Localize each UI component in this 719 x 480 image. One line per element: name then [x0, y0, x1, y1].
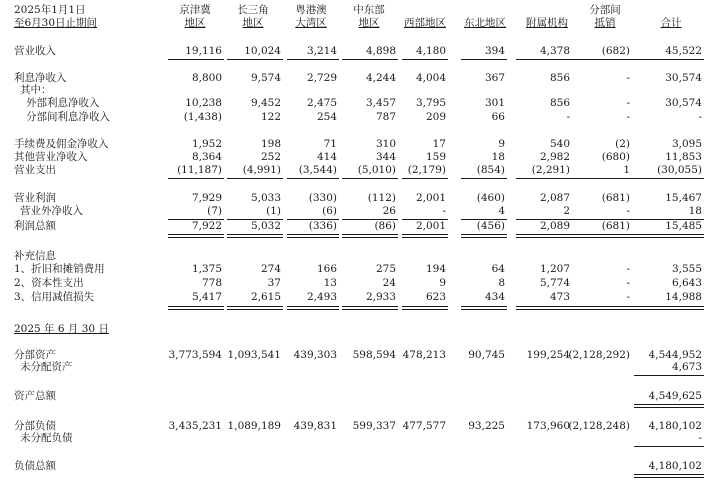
double-underline	[287, 234, 339, 238]
row-cell: 10,024	[244, 45, 281, 57]
row-cell: 5,032	[250, 220, 281, 232]
single-underline	[342, 219, 398, 220]
row-label: 2、资本性支出	[14, 277, 84, 289]
row-label: 营业外净收入	[20, 205, 83, 217]
row-cell: 2,933	[365, 291, 396, 303]
table-row	[0, 45, 719, 58]
row-cell: (6)	[322, 205, 337, 217]
row-label: 其他营业净收入	[14, 151, 88, 163]
col-head-heji	[640, 4, 702, 29]
row-cell: -	[626, 263, 630, 275]
row-cell: 9	[498, 138, 505, 150]
single-underline	[168, 59, 224, 60]
row-cell: -	[626, 277, 630, 289]
row-cell: 159	[425, 151, 446, 163]
row-cell: -	[626, 97, 630, 109]
single-underline	[287, 178, 339, 179]
table-row	[0, 220, 719, 233]
table-row	[0, 205, 719, 218]
row-cell: 198	[260, 138, 281, 150]
row-label: 补充信息	[14, 250, 56, 262]
row-cell: 3,214	[306, 45, 337, 57]
row-cell: 252	[260, 151, 281, 163]
row-label: 未分配负债	[20, 432, 73, 444]
row-cell: (681)	[601, 192, 630, 204]
row-cell: (4,991)	[242, 164, 281, 176]
row-cell: 15,485	[665, 220, 702, 232]
col-head-line2: 大湾区	[295, 16, 327, 29]
row-label: 3、信用减值损失	[14, 291, 95, 303]
row-cell: -	[626, 291, 630, 303]
row-cell: -	[698, 111, 702, 123]
row-cell: -	[698, 432, 702, 444]
row-cell: (682)	[601, 45, 630, 57]
row-cell: 3,435,231	[168, 420, 222, 432]
row-cell: 4,549,625	[648, 390, 702, 402]
table-row	[0, 97, 719, 110]
row-cell: 7,922	[191, 220, 222, 232]
row-cell: (2,291)	[531, 164, 570, 176]
row-cell: 24	[382, 277, 396, 289]
row-label: 其中：	[20, 84, 52, 96]
row-label: 1、折旧和摊销费用	[14, 263, 105, 275]
row-cell: 37	[267, 277, 281, 289]
row-cell: 6,643	[671, 277, 702, 289]
row-cell: 623	[425, 291, 446, 303]
row-cell: 4,180,102	[648, 420, 702, 432]
row-label: 负债总额	[14, 460, 56, 472]
single-underline	[461, 219, 507, 220]
row-cell: 5,417	[191, 291, 222, 303]
row-cell: 8,800	[191, 72, 222, 84]
double-underline	[516, 306, 572, 310]
row-cell: 598,594	[352, 349, 396, 361]
double-underline	[570, 234, 632, 238]
double-underline	[461, 234, 507, 238]
col-head-line2: 抵销	[594, 16, 616, 29]
table-row	[0, 263, 719, 276]
row-cell: 1,375	[191, 263, 222, 275]
row-cell: (1,438)	[183, 111, 222, 123]
row-cell: 209	[425, 111, 446, 123]
col-head-line1	[518, 4, 576, 17]
row-cell: 3,555	[671, 263, 702, 275]
row-cell: 3,795	[415, 97, 446, 109]
double-underline	[168, 234, 224, 238]
row-cell: 2,475	[306, 97, 337, 109]
table-row	[0, 432, 719, 445]
row-cell: 1,093,541	[227, 349, 281, 361]
row-cell: 173,960	[526, 420, 570, 432]
double-underline	[628, 306, 704, 310]
row-cell: 17	[432, 138, 446, 150]
row-cell: -	[566, 111, 570, 123]
row-cell: 1,952	[191, 138, 222, 150]
row-cell: 9,452	[250, 97, 281, 109]
col-head-line2: 合计	[660, 16, 682, 29]
col-head-fushu	[518, 4, 576, 29]
col-head-line2: 附属机构	[526, 16, 568, 29]
row-cell: 8	[498, 277, 505, 289]
single-underline	[516, 59, 572, 60]
row-label: 营业利润	[14, 192, 56, 204]
row-cell: 93,225	[468, 420, 505, 432]
row-cell: 344	[375, 151, 396, 163]
row-cell: 439,303	[293, 349, 337, 361]
row-cell: 4,673	[671, 361, 702, 373]
row-cell: -	[626, 111, 630, 123]
row-cell: (456)	[476, 220, 505, 232]
single-underline	[342, 178, 398, 179]
row-cell: 4	[498, 205, 505, 217]
row-cell: 254	[316, 111, 337, 123]
row-cell: -	[626, 72, 630, 84]
col-head-line2: 东北地区	[464, 16, 506, 29]
table-row	[0, 151, 719, 164]
table-row	[0, 291, 719, 304]
row-cell: 5,033	[250, 192, 281, 204]
row-cell: 478,213	[402, 349, 446, 361]
single-underline	[287, 59, 339, 60]
row-cell: 787	[375, 111, 396, 123]
row-cell: 473	[549, 291, 570, 303]
single-underline	[634, 375, 704, 376]
row-cell: 13	[323, 277, 337, 289]
row-cell: 194	[425, 263, 446, 275]
col-head-line2: 地区	[184, 16, 206, 29]
col-head-line1: 粤港澳	[295, 4, 327, 16]
row-label: 利润总额	[14, 220, 56, 232]
table-row	[0, 111, 719, 124]
col-head-dixiao	[580, 4, 630, 29]
col-head-yuegangao	[284, 4, 338, 29]
row-cell: 30,574	[665, 97, 702, 109]
row-cell: 778	[201, 277, 222, 289]
row-cell: 5,774	[539, 277, 570, 289]
row-cell: 4,544,952	[648, 349, 702, 361]
single-underline	[634, 446, 704, 447]
row-cell: 4,180,102	[648, 460, 702, 472]
row-label: 营业支出	[14, 164, 56, 176]
row-cell: 30,574	[665, 72, 702, 84]
row-cell: 310	[375, 138, 396, 150]
row-cell: 3,457	[365, 97, 396, 109]
double-underline	[461, 306, 507, 310]
row-cell: (336)	[308, 220, 337, 232]
double-underline	[402, 306, 448, 310]
row-cell: 45,522	[665, 45, 702, 57]
row-cell: 8,364	[191, 151, 222, 163]
row-cell: 18	[491, 151, 505, 163]
single-underline	[516, 178, 572, 179]
single-underline	[287, 219, 339, 220]
col-head-xibu	[396, 4, 454, 29]
row-cell: (460)	[476, 192, 505, 204]
row-cell: 14,988	[665, 291, 702, 303]
single-underline	[168, 178, 224, 179]
row-cell: 71	[323, 138, 337, 150]
col-head-changsanjiao	[226, 4, 280, 29]
row-cell: 2,729	[306, 72, 337, 84]
double-underline	[287, 306, 339, 310]
row-label: 分部负债	[14, 420, 56, 432]
row-cell: 26	[382, 205, 396, 217]
single-underline	[570, 59, 632, 60]
single-underline	[628, 178, 704, 179]
row-label: 手续费及佣金净收入	[14, 138, 109, 150]
row-label: 资产总额	[14, 390, 56, 402]
double-underline	[634, 404, 704, 408]
row-cell: 2,089	[539, 220, 570, 232]
single-underline	[227, 219, 283, 220]
col-head-line2: 地区	[358, 16, 380, 29]
row-cell: 2,982	[539, 151, 570, 163]
single-underline	[628, 59, 704, 60]
row-cell: 7,929	[191, 192, 222, 204]
row-cell: (680)	[601, 151, 630, 163]
row-cell: 2,087	[539, 192, 570, 204]
row-cell: 275	[375, 263, 396, 275]
single-underline	[628, 219, 704, 220]
section-date-label: 2025 年 6 月 30 日	[14, 323, 109, 335]
period-line2: 至6月30日止期间	[14, 16, 98, 29]
row-cell: 4,180	[415, 45, 446, 57]
single-underline	[402, 59, 448, 60]
col-head-line1	[396, 4, 454, 17]
row-cell: (681)	[601, 220, 630, 232]
row-cell: 15,467	[665, 192, 702, 204]
row-cell: (86)	[374, 220, 396, 232]
row-cell: 1	[623, 164, 630, 176]
single-underline	[461, 59, 507, 60]
period-line1: 2025年1月1日	[14, 4, 86, 16]
single-underline	[570, 219, 632, 220]
row-cell: 64	[491, 263, 505, 275]
row-cell: 11,853	[665, 151, 702, 163]
row-label: 营业收入	[14, 45, 56, 57]
table-row	[0, 390, 719, 403]
row-cell: 540	[549, 138, 570, 150]
row-cell: (2)	[615, 138, 630, 150]
col-head-line1	[640, 4, 702, 17]
row-cell: (112)	[367, 192, 396, 204]
row-cell: 856	[549, 97, 570, 109]
row-cell: (5,010)	[357, 164, 396, 176]
single-underline	[342, 59, 398, 60]
single-underline	[168, 219, 224, 220]
row-label: 分部间利息净收入	[26, 111, 110, 123]
row-cell: 4,898	[365, 45, 396, 57]
row-cell: (2,128,248)	[568, 420, 630, 432]
col-head-line1: 中东部	[353, 4, 385, 16]
double-underline	[570, 306, 632, 310]
row-cell: 434	[484, 291, 505, 303]
row-cell: (11,187)	[177, 164, 222, 176]
row-cell: -	[626, 205, 630, 217]
row-label: 未分配资产	[20, 361, 73, 373]
row-cell: 414	[316, 151, 337, 163]
col-head-dongbei	[456, 4, 514, 29]
single-underline	[227, 59, 283, 60]
row-cell: 2,001	[415, 220, 446, 232]
double-underline	[402, 234, 448, 238]
col-head-line1: 分部间	[589, 4, 621, 16]
single-underline	[402, 219, 448, 220]
col-head-line2: 地区	[242, 16, 264, 29]
single-underline	[461, 178, 507, 179]
row-cell: 2,615	[250, 291, 281, 303]
row-cell: 9	[439, 277, 446, 289]
single-underline	[516, 219, 572, 220]
row-cell: 18	[688, 205, 702, 217]
row-cell: (1)	[266, 205, 281, 217]
row-cell: 856	[549, 72, 570, 84]
row-label: 利息净收入	[14, 72, 67, 84]
row-label: 分部资产	[14, 349, 56, 361]
double-underline	[516, 234, 572, 238]
row-cell: 10,238	[185, 97, 222, 109]
table-row	[0, 164, 719, 177]
table-row	[0, 192, 719, 205]
row-cell: 122	[260, 111, 281, 123]
row-cell: 367	[484, 72, 505, 84]
row-cell: (3,544)	[298, 164, 337, 176]
row-cell: 19,116	[185, 45, 222, 57]
row-cell: 477,577	[402, 420, 446, 432]
row-cell: 1,207	[539, 263, 570, 275]
row-cell: (2,179)	[407, 164, 446, 176]
double-underline	[227, 234, 283, 238]
period-header	[14, 4, 97, 29]
row-label: 外部利息净收入	[26, 97, 100, 109]
row-cell: 199,254	[526, 349, 570, 361]
row-cell: 274	[260, 263, 281, 275]
row-cell: (854)	[476, 164, 505, 176]
row-cell: 3,773,594	[168, 349, 222, 361]
row-cell: (2,128,292)	[568, 349, 630, 361]
single-underline	[570, 178, 632, 179]
row-cell: 439,831	[293, 420, 337, 432]
table-row	[0, 250, 719, 263]
col-head-jingjinji	[168, 4, 222, 29]
row-cell: 66	[491, 111, 505, 123]
row-cell: 1,089,189	[227, 420, 281, 432]
table-row	[0, 460, 719, 473]
row-cell: 599,337	[352, 420, 396, 432]
row-cell: 166	[316, 263, 337, 275]
row-cell: 4,378	[539, 45, 570, 57]
table-row	[0, 361, 719, 374]
double-underline	[628, 234, 704, 238]
row-cell: (7)	[207, 205, 222, 217]
row-cell: 3,095	[671, 138, 702, 150]
row-cell: (330)	[308, 192, 337, 204]
double-underline	[168, 306, 224, 310]
col-head-line2: 西部地区	[404, 16, 446, 29]
double-underline	[342, 234, 398, 238]
table-row	[0, 277, 719, 290]
row-cell: (30,055)	[657, 164, 702, 176]
single-underline	[227, 178, 283, 179]
row-cell: 4,004	[415, 72, 446, 84]
row-cell: 394	[484, 45, 505, 57]
row-cell: 301	[484, 97, 505, 109]
col-head-line1: 长三角	[237, 4, 269, 16]
table-row	[0, 138, 719, 151]
row-cell: -	[442, 205, 446, 217]
row-cell: 2,493	[306, 291, 337, 303]
row-cell: 90,745	[468, 349, 505, 361]
col-head-line1	[456, 4, 514, 17]
col-head-line1: 京津冀	[179, 4, 211, 16]
row-cell: 9,574	[250, 72, 281, 84]
double-underline	[227, 306, 283, 310]
single-underline	[402, 178, 448, 179]
col-head-zhongdongbu	[342, 4, 396, 29]
table-row	[0, 84, 719, 97]
double-underline	[342, 306, 398, 310]
row-cell: 2	[563, 205, 570, 217]
double-underline	[634, 474, 704, 478]
row-cell: 4,244	[365, 72, 396, 84]
row-cell: 2,001	[415, 192, 446, 204]
